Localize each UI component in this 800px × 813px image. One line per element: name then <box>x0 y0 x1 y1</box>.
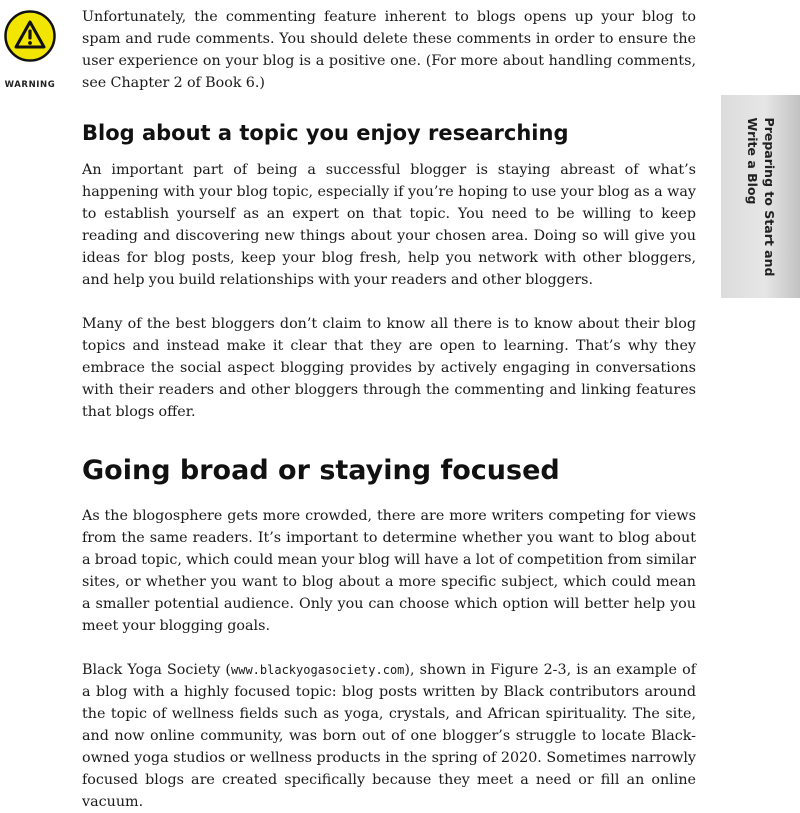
section-heading-broad-focused: Going broad or staying focused <box>82 455 560 486</box>
researching-paragraph-2: Many of the best bloggers don’t claim to know all there is to know about their blog topics and instead make it clear that they are open to learning. That’s why they embrace the social aspect blogging provides by actively engaging in conversations with their readers and other bloggers through the commenting and linking features that blogs offer. <box>82 316 696 420</box>
chapter-side-tab <box>721 95 800 298</box>
para2-rest: ), shown in Figure 2-3, is an example of a blog with a highly focused topic: blog posts written by Black contributors around the topic of wellness fields such as yoga, crystals, and African spirituality. The site, and now online community, was born out of one blogger’s struggle to locate Black-owned yoga studios or wellness products in the spring of 2020. Sometimes narrowly focused blogs are created specifically because they meet a need or fill an online vacuum. <box>82 662 696 810</box>
researching-paragraph-1: An important part of being a successful blogger is staying abreast of what’s happening with your blog topic, especially if you’re hoping to use your blog as a way to establish yourself as an expert on that topic. You need to be willing to keep reading and discovering new things about your chosen area. Doing so will give you ideas for blog posts, keep your blog fresh, help you network with other bloggers, and help you build relationships with your readers and other bloggers. <box>82 162 696 288</box>
side-tab-line-2: Write a Blog <box>744 117 760 204</box>
warning-label: WARNING <box>4 80 56 90</box>
broad-focused-paragraph-2 <box>82 659 696 813</box>
blackyogasociety-url[interactable]: www.blackyogasociety.com <box>231 663 405 677</box>
para2-start: Black Yoga Society ( <box>82 662 231 678</box>
broad-focused-paragraph-1: As the blogosphere gets more crowded, there are more writers competing for views from the same readers. It’s important to determine whether you want to blog about a broad topic, which could mean your blog will have a lot of competition from similar sites, or whether you want to blog about a more specific subject, which could mean a smaller potential audience. Only you can choose which option will better help you meet your blogging goals. <box>82 508 696 634</box>
warning-icon <box>4 10 56 62</box>
side-tab-line-1: Preparing to Start and <box>761 117 777 276</box>
section-heading-researching: Blog about a topic you enjoy researching <box>82 121 569 145</box>
warning-paragraph: Unfortunately, the commenting feature inherent to blogs opens up your blog to spam and rude comments. You should delete these comments in order to ensure the user experience on your blog is a positive one. (For more about handling comments, see Chapter 2 of Book 6.) <box>82 9 696 91</box>
chapter-side-tab-label <box>744 117 778 276</box>
